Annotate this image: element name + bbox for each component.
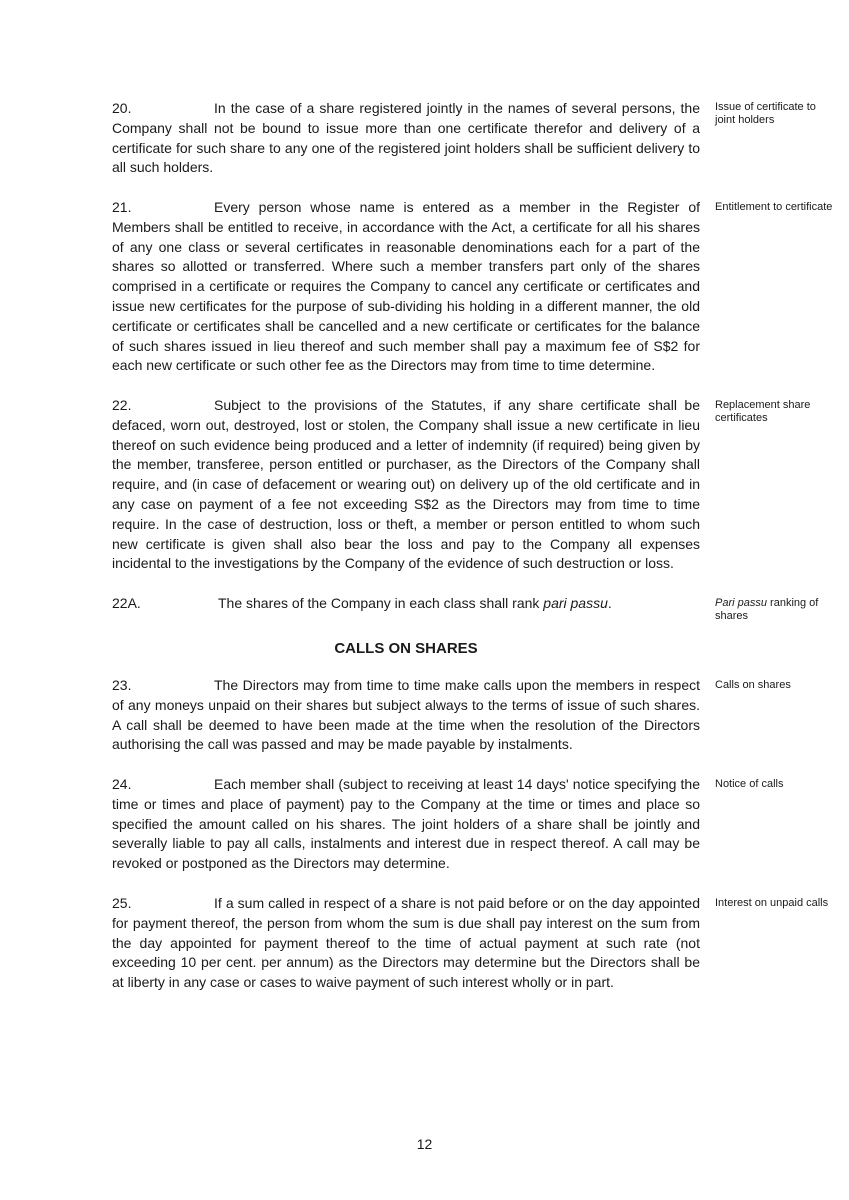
clause-24 xyxy=(112,775,700,874)
margin-note: Notice of calls xyxy=(715,778,784,790)
clause-text-end: . xyxy=(607,595,612,611)
clause-21 xyxy=(112,198,700,376)
margin-note: Calls on shares xyxy=(715,679,791,691)
page-number: 12 xyxy=(416,1136,433,1152)
margin-note: Entitlement to certificate xyxy=(715,201,833,213)
clause-number: 24. xyxy=(112,776,132,792)
section-heading: CALLS ON SHARES xyxy=(334,640,478,657)
clause-22 xyxy=(112,396,700,574)
clause-text: Each member shall (subject to receiving at least 14 days' notice specifying the time or times and place of payment) pay to the Company at the time or times and place so specified the amount called on his shares. The joint holders of a share shall be jointly and severally liable to pay all calls, instalments and interest due in respect thereof. A call may be revoked or postponed as the Directors may determine. xyxy=(112,776,700,872)
clause-number: 23. xyxy=(112,677,132,693)
clause-text: In the case of a share registered jointly in the names of several persons, the Company shall not be bound to issue more than one certificate therefor and delivery of a certificate for such share to any one of the registered joint holders shall be sufficient delivery to all such holders. xyxy=(112,100,700,176)
clause-number: 21. xyxy=(112,199,132,215)
clause-text: If a sum called in respect of a share is not paid before or on the day appointed for payment thereof, the person from whom the sum is due shall pay interest on the sum from the day appointed for payment thereof to the time of actual payment at such rate (not exceeding 10 per cent. per annum) as the Directors may determine but the Directors shall be at liberty in any case or cases to waive payment of such interest wholly or in part. xyxy=(112,895,700,991)
clause-number: 25. xyxy=(112,895,132,911)
margin-note: Replacement share certificates xyxy=(715,399,811,424)
clause-25 xyxy=(112,894,700,993)
margin-note-rest: ranking of shares xyxy=(715,597,819,622)
clause-23 xyxy=(112,676,700,755)
margin-note-italic: Pari passu xyxy=(715,597,767,609)
clause-text: Subject to the provisions of the Statutes, if any share certificate shall be defaced, worn out, destroyed, lost or stolen, the Company shall issue a new certificate in lieu thereof on such evidence being produced and a letter of indemnity (if required) being given by the member, transferee, person entitled or purchaser, as the Directors of the Company shall require, and (in case of defacement or wearing out) on delivery up of the old certificate and in any case on payment of a fee not exceeding S$2 as the Directors may from time to time require. In the case of destruction, loss or theft, a member or person entitled to whom such new certificate is given shall also bear the loss and pay to the Company all expenses incidental to the investigations by the Company of the evidence of such destruction or loss. xyxy=(112,397,700,572)
clause-number: 22A. xyxy=(112,595,141,611)
clause-text-italic: pari passu xyxy=(543,595,608,611)
clause-text: The shares of the Company in each class shall rank xyxy=(218,595,544,611)
clause-20 xyxy=(112,99,700,178)
clause-number: 20. xyxy=(112,100,132,116)
margin-note xyxy=(715,597,835,623)
clause-22a xyxy=(112,594,700,614)
clause-number: 22. xyxy=(112,397,132,413)
clause-text: The Directors may from time to time make calls upon the members in respect of any moneys unpaid on their shares but subject always to the terms of issue of such shares. A call shall be deemed to have been made at the time when the resolution of the Directors authorising the call was passed and may be made payable by instalments. xyxy=(112,677,700,753)
margin-note: Interest on unpaid calls xyxy=(715,897,829,909)
margin-note: Issue of certificate to joint holders xyxy=(715,101,816,126)
clause-text: Every person whose name is entered as a member in the Register of Members shall be entitled to receive, in accordance with the Act, a certificate for all his shares of any one class or several certificates in reasonable denominations each for a part of the shares so allotted or transferred. Where such a member transfers part only of the shares comprised in a certificate or requires the Company to cancel any certificate or certificates and issue new certificates for the purpose of sub-dividing his holding in a different manner, the old certificate or certificates shall be cancelled and a new certificate or certificates for the balance of such shares issued in lieu thereof and such member shall pay a maximum fee of S$2 for each new certificate or such other fee as the Directors may from time to time determine. xyxy=(112,199,700,374)
